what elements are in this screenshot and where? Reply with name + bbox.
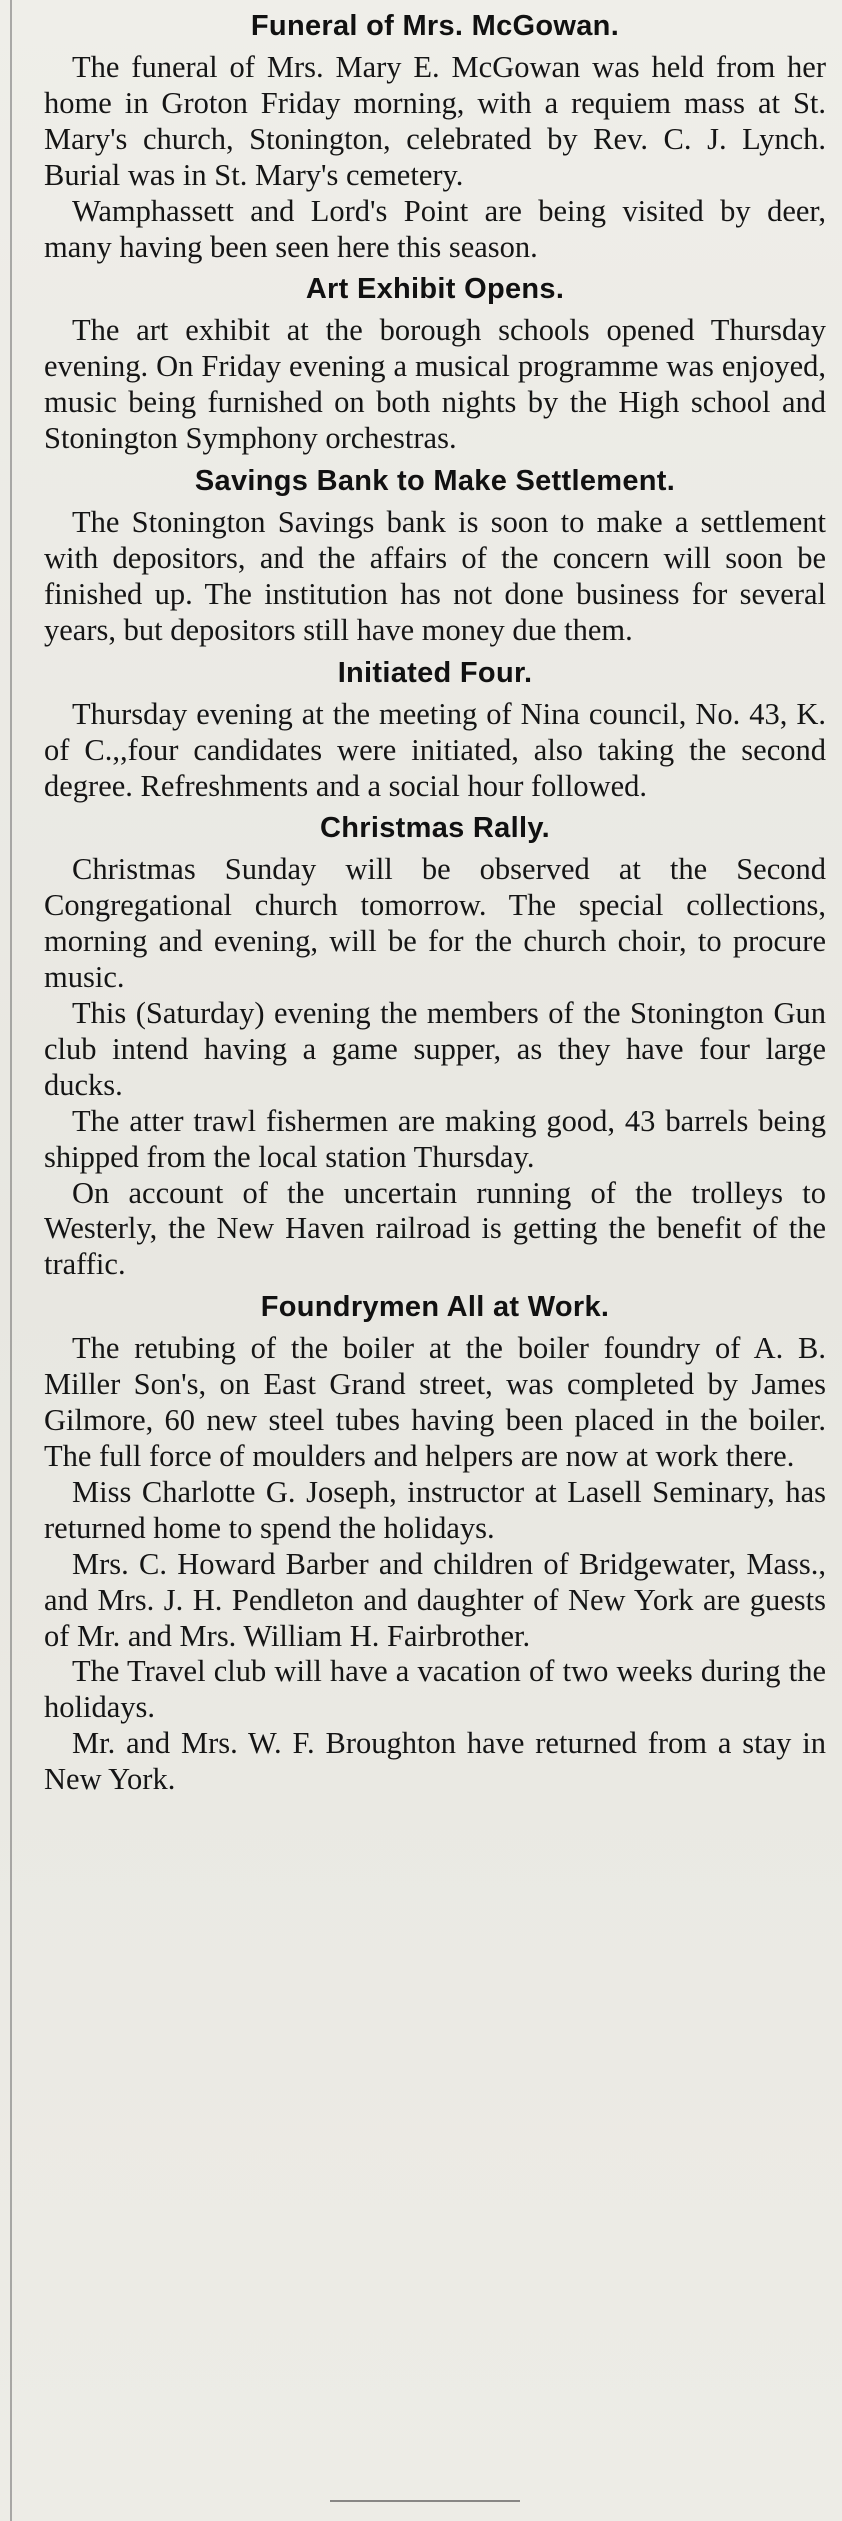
paragraph: Mrs. C. Howard Barber and children of Bridgewater, Mass., and Mrs. J. H. Pendleton and daughter of New York are guests of Mr. and Mrs. William H. Fairbrother. bbox=[44, 1546, 826, 1653]
headline: Christmas Rally. bbox=[320, 812, 550, 845]
paragraph: Thursday evening at the meeting of Nina council, No. 43, K. of C.,,four candidates were initiated, also taking the second degree. Refreshments and a social hour followed. bbox=[44, 696, 826, 803]
headline: Savings Bank to Make Settlement. bbox=[194, 465, 676, 498]
headline: Foundrymen All at Work. bbox=[260, 1291, 610, 1324]
paragraph: The Stonington Savings bank is soon to make a settlement with depositors, and the affairs of the concern will soon be finished up. The institution has not done business for several years, but depositors still have money due them. bbox=[44, 505, 826, 647]
paragraph: This (Saturday) evening the members of the Stonington Gun club intend having a game supper, as they have four large ducks. bbox=[44, 996, 826, 1102]
article-funeral bbox=[44, 2, 826, 265]
column-divider-rule bbox=[10, 0, 12, 2521]
headline: Initiated Four. bbox=[337, 656, 533, 689]
paragraph: Christmas Sunday will be observed at the Second Congregational church tomorrow. The special collections, morning and evening, will be for the church choir, to procure music. bbox=[44, 852, 826, 995]
paragraph: The retubing of the boiler at the boiler foundry of A. B. Miller Son's, on East Grand street, was completed by James Gilmore, 60 new steel tubes having been placed in the boiler. The full force of moulders and helpers are now at work there. bbox=[44, 1331, 826, 1473]
paragraph: Miss Charlotte G. Joseph, instructor at Lasell Seminary, has returned home to spend the holidays. bbox=[44, 1474, 826, 1545]
headline: Art Exhibit Opens. bbox=[305, 273, 565, 306]
article-foundrymen bbox=[44, 1283, 826, 1798]
news-column bbox=[44, 2, 826, 1798]
article-art-exhibit bbox=[44, 265, 826, 457]
paragraph: On account of the uncertain running of the trolleys to Westerly, the New Haven railroad is getting the benefit of the traffic. bbox=[44, 1175, 826, 1282]
end-rule bbox=[330, 2500, 520, 2502]
article-christmas-rally bbox=[44, 804, 826, 1283]
article-savings-bank bbox=[44, 457, 826, 649]
paragraph: The atter trawl fishermen are making good, 43 barrels being shipped from the local station Thursday. bbox=[44, 1103, 826, 1174]
paragraph: Wamphassett and Lord's Point are being visited by deer, many having been seen here this season. bbox=[44, 193, 826, 264]
paragraph: Mr. and Mrs. W. F. Broughton have returned from a stay in New York. bbox=[44, 1726, 826, 1797]
article-initiated-four bbox=[44, 649, 826, 805]
headline: Funeral of Mrs. McGowan. bbox=[250, 10, 620, 42]
paragraph: The Travel club will have a vacation of two weeks during the holidays. bbox=[44, 1654, 826, 1725]
paragraph: The funeral of Mrs. Mary E. McGowan was held from her home in Groton Friday morning, with a requiem mass at St. Mary's church, Stonington, celebrated by Rev. C. J. Lynch. Burial was in St. Mary's cemetery. bbox=[44, 50, 826, 192]
paragraph: The art exhibit at the borough schools opened Thursday evening. On Friday evening a musical programme was enjoyed, music being furnished on both nights by the High school and Stonington Symphony orchestras. bbox=[44, 313, 826, 456]
